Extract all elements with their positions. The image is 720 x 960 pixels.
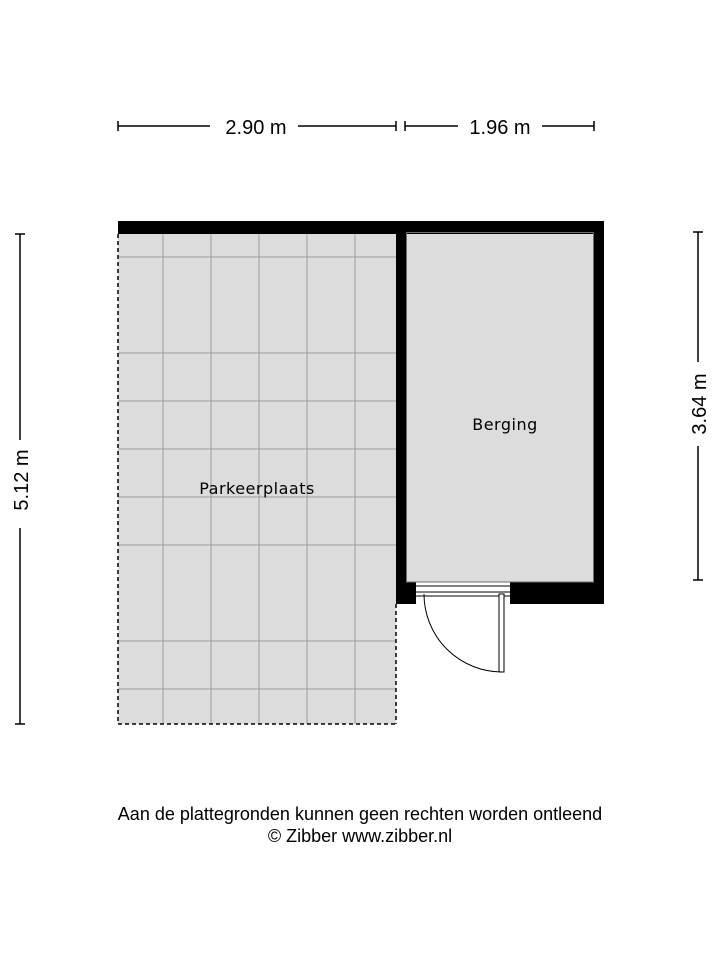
- dimension-label-left: 5.12 m: [11, 449, 33, 511]
- copyright-text: © Zibber www.zibber.nl: [267, 826, 453, 846]
- dimension-right: [689, 232, 711, 580]
- parking-area: [118, 234, 396, 724]
- dimension-label-right: 3.64 m: [689, 373, 711, 435]
- dimension-left: [11, 234, 33, 724]
- disclaimer-text: Aan de plattegronden kunnen geen rechten worden ontleend: [117, 804, 603, 824]
- door: [416, 586, 510, 672]
- storage-room: [406, 232, 594, 582]
- dimension-label-top-left: 2.90 m: [225, 117, 287, 139]
- room-label-storage: Berging: [472, 415, 538, 434]
- dimension-label-top-right: 1.96 m: [469, 117, 531, 139]
- dimension-top-right: [405, 117, 594, 139]
- dimension-top-left: [118, 117, 396, 139]
- room-label-parking: Parkeerplaats: [199, 479, 315, 498]
